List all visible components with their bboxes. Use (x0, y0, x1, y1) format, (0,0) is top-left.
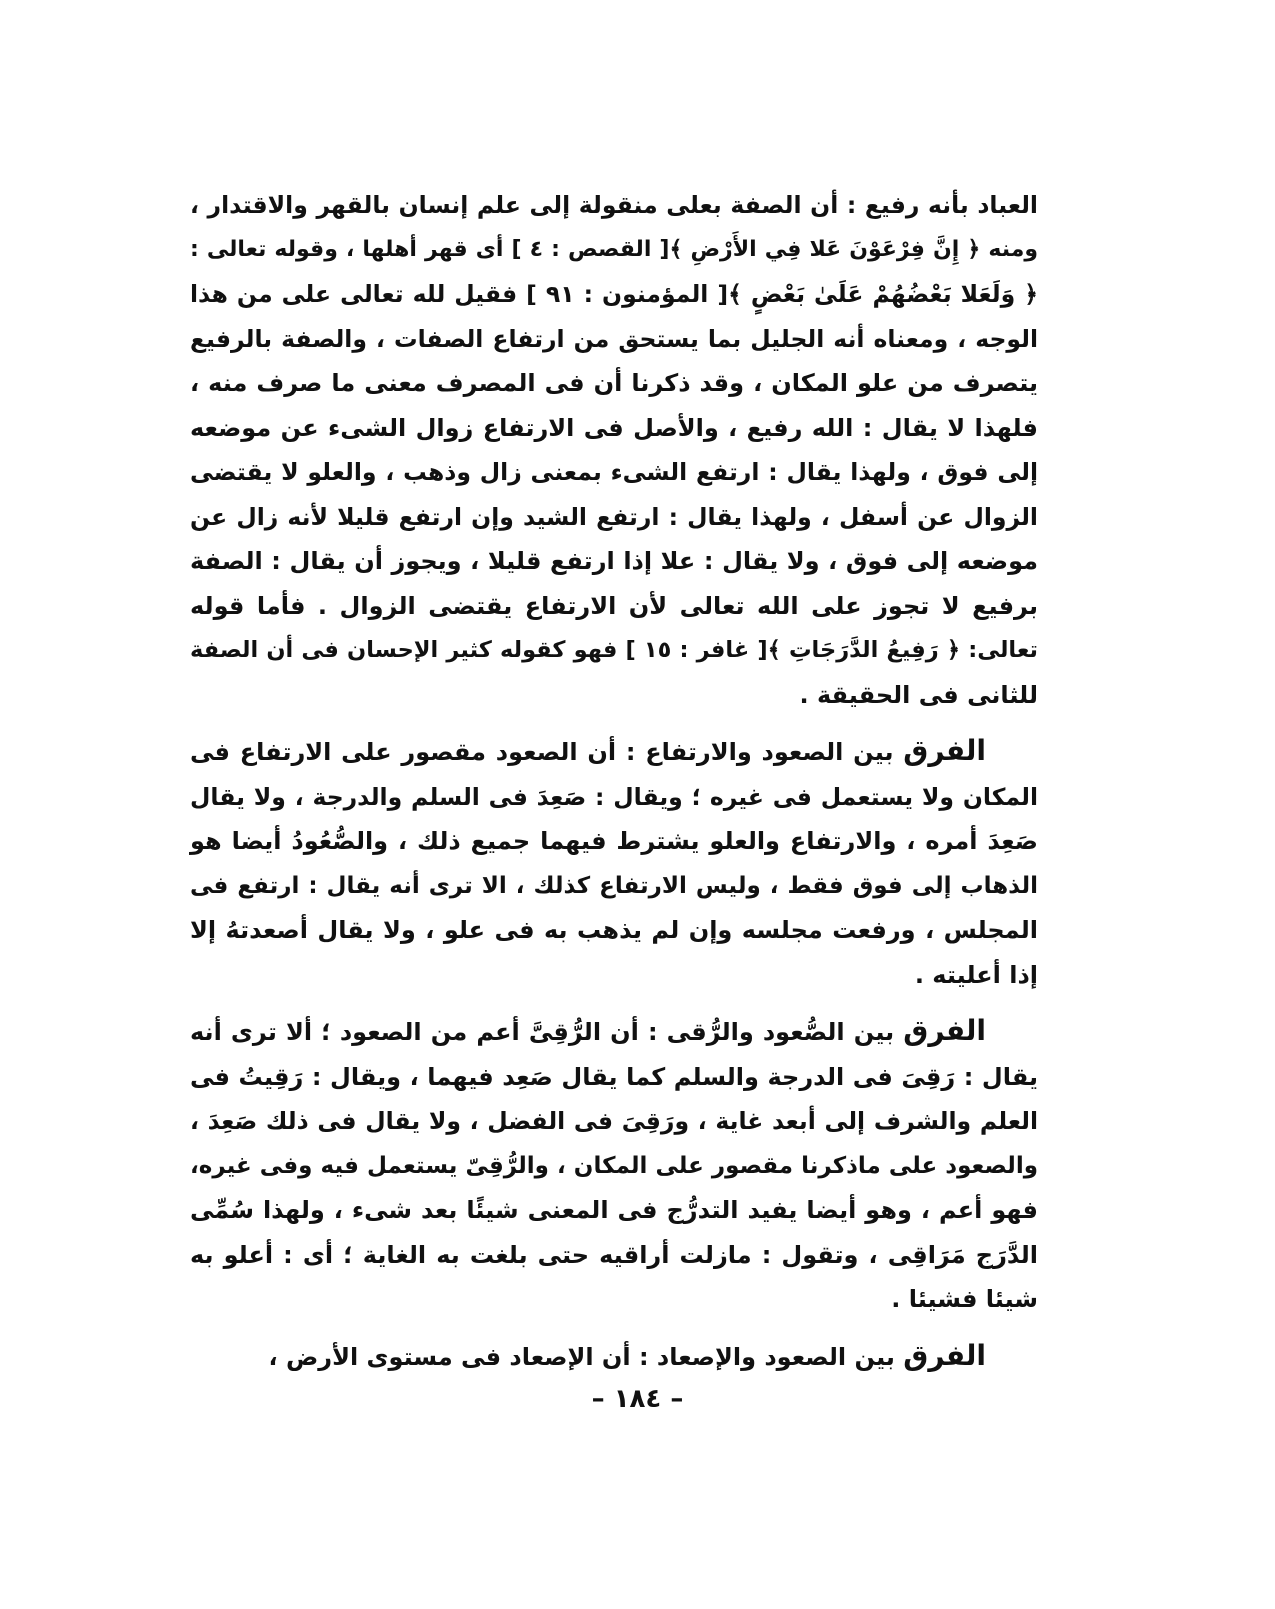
section-keyword: الفرق (903, 1014, 986, 1047)
text-line: فهو أعم ، وهو أيضا يفيد التدرُّج فى المعنى شيئًا بعد شىء ، ولهذا سُمِّى (190, 1196, 1038, 1224)
text-line: للثانى فى الحقيقة . (799, 680, 1038, 709)
text-line: يتصرف من علو المكان ، وقد ذكرنا أن فى المصرف معنى ما صرف منه ، (190, 369, 1038, 397)
section-keyword: الفرق (903, 734, 986, 767)
paragraph-4 (190, 1334, 1038, 1380)
text-line: فلهذا لا يقال : الله رفيع ، والأصل فى الارتفاع زوال الشىء عن موضعه (190, 413, 1038, 442)
text-line (190, 729, 1038, 775)
paragraph-2 (190, 729, 1038, 997)
text-line (190, 1009, 1038, 1055)
text-line: شيئا فشيئا . (891, 1285, 1038, 1313)
text-line: إلى فوق ، ولهذا يقال : ارتفع الشىء بمعنى زال وذهب ، والعلو لا يقتضى (190, 458, 1038, 486)
page-body (190, 183, 1038, 1391)
text-line: الدَّرَج مَرَاقِى ، وتقول : مازلت أراقيه حتى بلغت به الغاية ؛ أى : أعلو به (190, 1240, 1038, 1269)
text-segment: بين الصعود والارتفاع : أن الصعود مقصور على الارتفاع فى (190, 738, 904, 766)
paragraph-1 (190, 183, 1038, 717)
text-line (190, 1334, 1038, 1380)
text-line: برفيع لا تجوز على الله تعالى لأن الارتفاع يقتضى الزوال . فأما قوله (190, 591, 1038, 620)
text-segment: بين الصُّعود والرُّقى : أن الرُّقِىَّ أعم من الصعود ؛ ألا ترى أنه (190, 1018, 904, 1046)
paragraph-3 (190, 1009, 1038, 1322)
text-line: الذهاب إلى فوق فقط ، وليس الارتفاع كذلك ، الا ترى أنه يقال : ارتفع فى (190, 872, 1038, 899)
text-line: المكان ولا يستعمل فى غيره ؛ ويقال : صَعِدَ فى السلم والدرجة ، ولا يقال (190, 782, 1038, 811)
text-line: الزوال عن أسفل ، ولهذا يقال : ارتفع الشيد وإن ارتفع قليلا لأنه زال عن (190, 502, 1038, 531)
text-line: موضعه إلى فوق ، ولا يقال : علا إذا ارتفع قليلا ، ويجوز أن يقال : الصفة (190, 547, 1038, 575)
text-line: العلم والشرف إلى أبعد غاية ، ورَقِىَ فى الفضل ، ولا يقال فى ذلك صَعِدَ ، (190, 1107, 1038, 1135)
text-line: صَعِدَ أمره ، والارتفاع والعلو يشترط فيهما جميع ذلك ، والصُّعُودُ أيضا هو (190, 827, 1038, 855)
text-line: يقال : رَقِىَ فى الدرجة والسلم كما يقال صَعِد فيهما ، ويقال : رَقِيتُ فى (190, 1062, 1038, 1091)
section-keyword: الفرق (903, 1338, 986, 1372)
page-number: – ١٨٤ – (591, 1384, 684, 1414)
text-line: العباد بأنه رفيع : أن الصفة بعلى منقولة إلى علم إنسان بالقهر والاقتدار ، (190, 191, 1038, 219)
text-line: تعالى: ﴿ رَفِيعُ الدَّرَجَاتِ ﴾[ غافر : ١٥ ] فهو كقوله كثير الإحسان فى أن الصفة (190, 637, 1038, 663)
text-line: الوجه ، ومعناه أنه الجليل بما يستحق من ارتفاع الصفات ، والصفة بالرفيع (190, 324, 1038, 353)
text-line: المجلس ، ورفعت مجلسه وإن لم يذهب به فى علو ، ولا يقال أصعدتهُ إلا (190, 916, 1038, 944)
text-line: والصعود على ماذكرنا مقصور على المكان ، والرُّقِىّ يستعمل فيه وفى غيره، (190, 1152, 1038, 1179)
text-line: ﴿ وَلَعَلا بَعْضُهُمْ عَلَىٰ بَعْضٍ ﴾[ المؤمنون : ٩١ ] فقيل لله تعالى على من هذا (190, 280, 1038, 308)
text-line: ومنه ﴿ إِنَّ فِرْعَوْنَ عَلا فِي الأَرْضِ ﴾[ القصص : ٤ ] أى قهر أهلها ، وقوله تعالى : (190, 236, 1039, 262)
text-segment: بين الصعود والإصعاد : أن الإصعاد فى مستوى الأرض ، (268, 1342, 904, 1371)
text-line: إذا أعليته . (914, 960, 1038, 989)
